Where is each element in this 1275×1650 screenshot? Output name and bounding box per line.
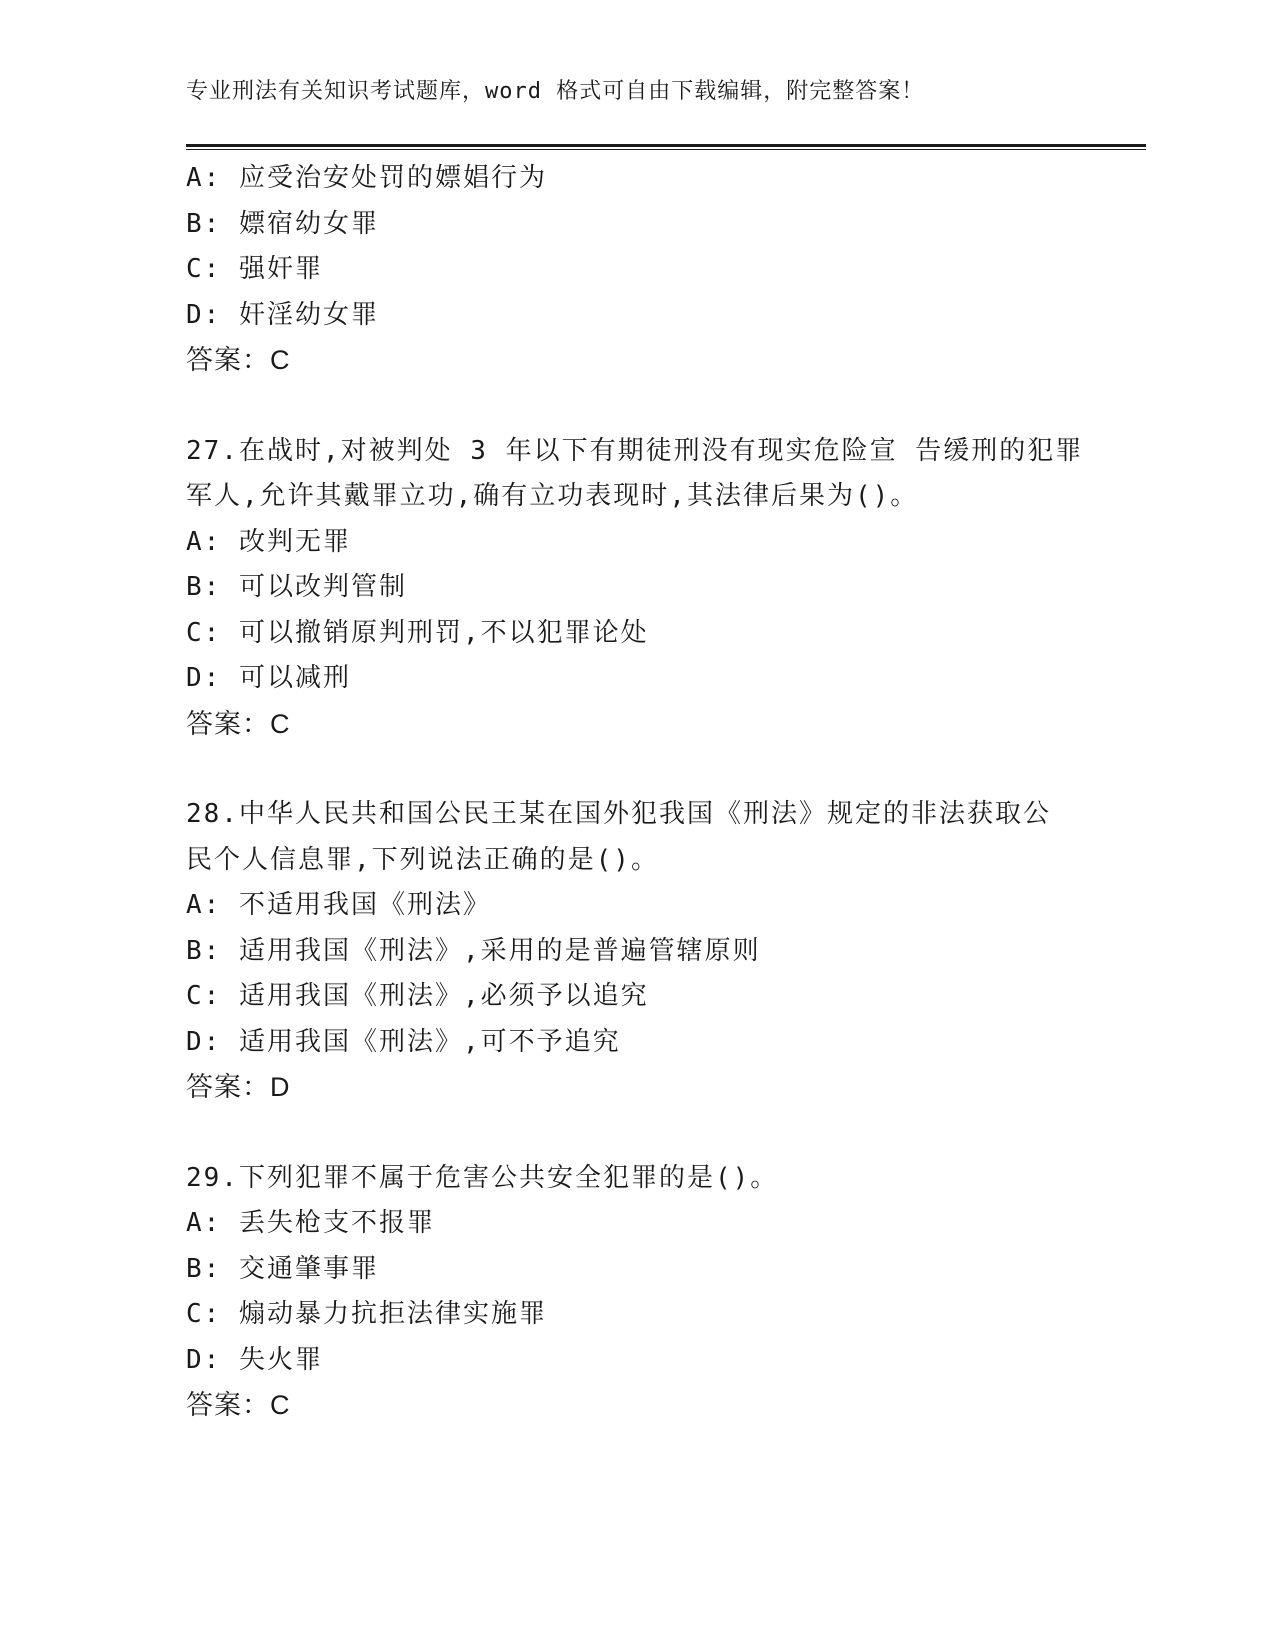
option-d: D: 奸淫幼女罪: [186, 299, 379, 330]
option-c: C: 适用我国《刑法》,必须予以追究: [186, 981, 649, 1011]
answer-line: 答案：C: [186, 1390, 291, 1420]
page-header: 专业刑法有关知识考试题库，word 格式可自由下载编辑，附完整答案！: [186, 79, 925, 104]
spacer: [186, 384, 1126, 429]
answer-line: 答案：C: [186, 345, 291, 375]
option-d: D: 可以减刑: [186, 663, 351, 693]
option-a: A: 应受治安处罚的嫖娼行为: [186, 163, 547, 193]
spacer: [186, 1111, 1126, 1156]
spacer: [186, 747, 1126, 792]
option-c: C: 可以撤销原判刑罚,不以犯罪论处: [186, 617, 649, 648]
question-text-line: 29.下列犯罪不属于危害公共安全犯罪的是()。: [186, 1162, 779, 1193]
question-29: [186, 1156, 1126, 1429]
option-c: C: 强奸罪: [186, 254, 323, 284]
option-c: C: 煽动暴力抗拒法律实施罪: [186, 1299, 547, 1329]
option-b: B: 交通肇事罪: [186, 1253, 379, 1284]
question-27: [186, 429, 1126, 748]
option-b: B: 嫖宿幼女罪: [186, 208, 379, 239]
question-text-line: 27.在战时,对被判处 3 年以下有期徒刑没有现实危险宣 告缓刑的犯罪: [186, 435, 1084, 466]
header-rule-thick: [186, 144, 1146, 147]
option-a: A: 不适用我国《刑法》: [186, 890, 491, 920]
question-content: [186, 156, 1126, 1429]
question-text-line: 军人,允许其戴罪立功,确有立功表现时,其法律后果为()。: [186, 481, 919, 511]
option-b: B: 可以改判管制: [186, 572, 407, 602]
header-rule-thin: [186, 149, 1146, 150]
option-d: D: 失火罪: [186, 1344, 323, 1375]
question-text-line: 28.中华人民共和国公民王某在国外犯我国《刑法》规定的非法获取公: [186, 799, 1051, 829]
question-text-line: 民个人信息罪,下列说法正确的是()。: [186, 844, 659, 875]
option-d: D: 适用我国《刑法》,可不予追究: [186, 1026, 621, 1057]
option-a: A: 改判无罪: [186, 526, 351, 557]
previous-question-block: [186, 156, 1126, 384]
answer-line: 答案：D: [186, 1072, 291, 1102]
question-28: [186, 792, 1126, 1111]
option-b: B: 适用我国《刑法》,采用的是普遍管辖原则: [186, 935, 761, 966]
option-a: A: 丢失枪支不报罪: [186, 1208, 435, 1238]
answer-line: 答案：C: [186, 708, 291, 739]
